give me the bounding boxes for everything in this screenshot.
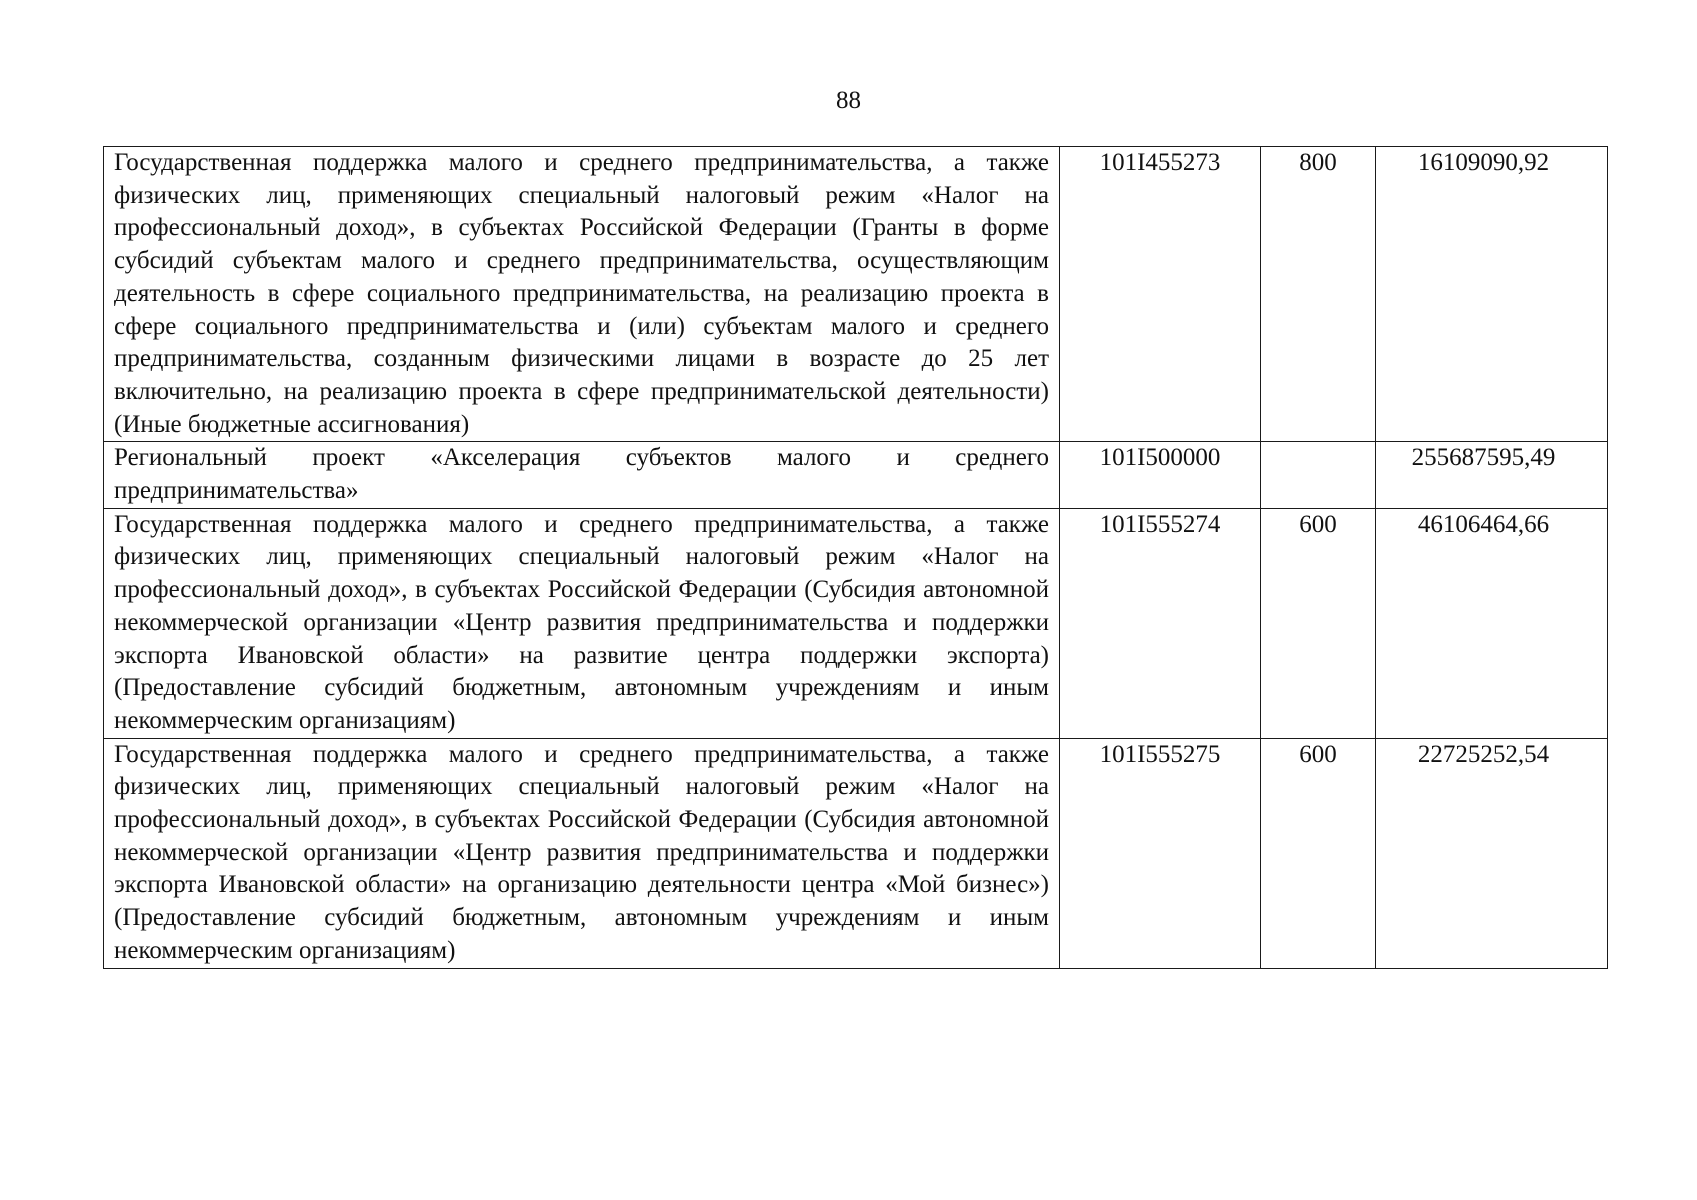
- row-expense-type: 600: [1261, 738, 1376, 968]
- row-code: 101I500000: [1060, 442, 1261, 508]
- row-code: 101I555275: [1060, 738, 1261, 968]
- row-code: 101I555274: [1060, 508, 1261, 738]
- row-amount: 255687595,49: [1376, 442, 1608, 508]
- row-amount: 22725252,54: [1376, 738, 1608, 968]
- row-expense-type: 600: [1261, 508, 1376, 738]
- row-description: Государственная поддержка малого и среднего предпринимательства, а также физических лиц, применяющих специальный налоговый режим «Налог на профессиональный доход», в субъектах Российской Федерации (Гранты в форме субсидий субъектам малого и среднего предпринимательства, осуществляющим деятельность в сфере социального предпринимательства, на реализацию проекта в сфере социального предпринимательства и (или) субъектам малого и среднего предпринимательства, созданным физическими лицами в возрасте до 25 лет включительно, на реализацию проекта в сфере предпринимательской деятельности) (Иные бюджетные ассигнования): [104, 147, 1060, 442]
- row-description: Государственная поддержка малого и среднего предпринимательства, а также физических лиц, применяющих специальный налоговый режим «Налог на профессиональный доход», в субъектах Российской Федерации (Субсидия автономной некоммерческой организации «Центр развития предпринимательства и поддержки экспорта Ивановской области» на организацию деятельности центра «Мой бизнес») (Предоставление субсидий бюджетным, автономным учреждениям и иным некоммерческим организациям): [104, 738, 1060, 968]
- row-description: Государственная поддержка малого и среднего предпринимательства, а также физических лиц, применяющих специальный налоговый режим «Налог на профессиональный доход», в субъектах Российской Федерации (Субсидия автономной некоммерческой организации «Центр развития предпринимательства и поддержки экспорта Ивановской области» на развитие центра поддержки экспорта) (Предоставление субсидий бюджетным, автономным учреждениям и иным некоммерческим организациям): [104, 508, 1060, 738]
- row-code: 101I455273: [1060, 147, 1261, 442]
- table-row: [104, 508, 1608, 738]
- row-expense-type: 800: [1261, 147, 1376, 442]
- row-description: Региональный проект «Акселерация субъектов малого и среднего предпринимательства»: [104, 442, 1060, 508]
- table-row: [104, 442, 1608, 508]
- row-amount: 46106464,66: [1376, 508, 1608, 738]
- table-row: [104, 147, 1608, 442]
- page-number: 88: [836, 87, 861, 114]
- table-row: [104, 738, 1608, 968]
- row-expense-type: [1261, 442, 1376, 508]
- row-amount: 16109090,92: [1376, 147, 1608, 442]
- budget-table: [103, 146, 1608, 969]
